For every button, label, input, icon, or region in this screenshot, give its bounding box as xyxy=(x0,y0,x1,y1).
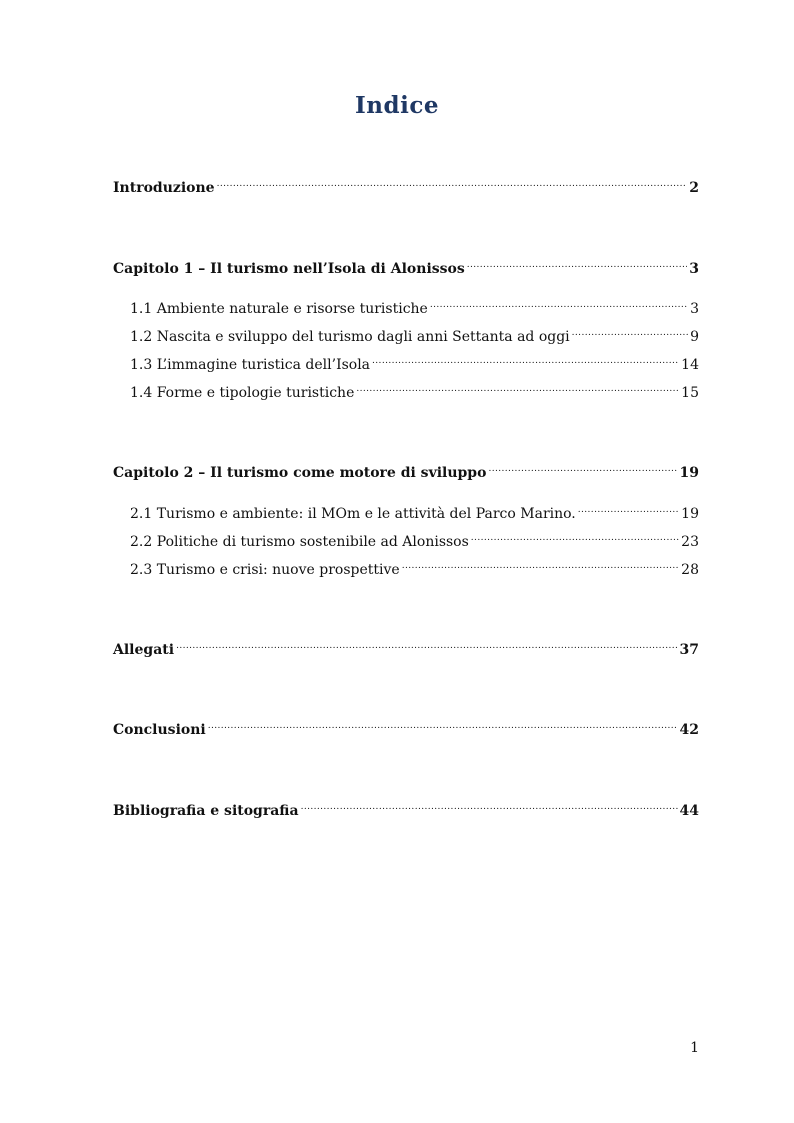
toc-page-number: 23 xyxy=(681,534,699,550)
toc-page-number: 37 xyxy=(679,642,699,658)
toc-page-number: 9 xyxy=(690,329,699,345)
toc-label: Introduzione xyxy=(113,180,215,196)
toc-page-number: 15 xyxy=(681,385,699,401)
dot-leader xyxy=(430,295,688,313)
toc-entry-conclusioni[interactable] xyxy=(113,716,699,739)
dot-leader xyxy=(356,379,679,397)
dot-leader xyxy=(402,556,679,574)
toc-entry-section-1-4[interactable] xyxy=(130,379,699,402)
dot-leader xyxy=(572,323,688,341)
toc-entry-section-1-3[interactable] xyxy=(130,351,699,374)
toc-page-number: 19 xyxy=(681,506,699,522)
toc-entry-section-1-1[interactable] xyxy=(130,295,699,318)
toc-entry-capitolo-2[interactable] xyxy=(113,459,699,482)
toc-label: Bibliografia e sitografia xyxy=(113,803,299,819)
toc-page-number: 42 xyxy=(679,722,699,738)
page-number: 1 xyxy=(690,1040,699,1056)
dot-leader xyxy=(471,528,679,546)
toc-label: 1.1 Ambiente naturale e risorse turistiche xyxy=(130,301,428,317)
toc-label: 1.4 Forme e tipologie turistiche xyxy=(130,385,355,401)
toc-page-number: 44 xyxy=(679,803,699,819)
toc-label: Conclusioni xyxy=(113,722,206,738)
toc-entry-bibliografia[interactable] xyxy=(113,797,699,820)
toc-entry-capitolo-1[interactable] xyxy=(113,255,699,278)
dot-leader xyxy=(301,797,678,815)
toc-label: 2.3 Turismo e crisi: nuove prospettive xyxy=(130,562,400,578)
toc-page-number: 28 xyxy=(681,562,699,578)
dot-leader xyxy=(217,174,688,192)
toc-entry-section-2-3[interactable] xyxy=(130,556,699,579)
toc-label: 1.2 Nascita e sviluppo del turismo dagli anni Settanta ad oggi xyxy=(130,329,570,345)
toc-label: 2.2 Politiche di turismo sostenibile ad Alonissos xyxy=(130,534,469,550)
toc-label: Capitolo 2 – Il turismo come motore di sviluppo xyxy=(113,465,487,481)
toc-page-number: 2 xyxy=(689,180,699,196)
dot-leader xyxy=(176,636,677,654)
toc-entry-section-2-1[interactable] xyxy=(130,500,699,523)
toc-entry-introduzione[interactable] xyxy=(113,174,699,197)
toc-page-number: 3 xyxy=(689,261,699,277)
dot-leader xyxy=(208,716,678,734)
toc-entry-allegati[interactable] xyxy=(113,636,699,659)
toc-page-number: 19 xyxy=(679,465,699,481)
toc-label: Capitolo 1 – Il turismo nell’Isola di Alonissos xyxy=(113,261,465,277)
page-title: Indice xyxy=(355,92,439,119)
dot-leader xyxy=(467,255,688,273)
dot-leader xyxy=(578,500,679,518)
dot-leader xyxy=(372,351,679,369)
toc-entry-section-1-2[interactable] xyxy=(130,323,699,346)
toc-page-number: 3 xyxy=(690,301,699,317)
toc-page-number: 14 xyxy=(681,357,699,373)
toc-label: 2.1 Turismo e ambiente: il MOm e le attività del Parco Marino. xyxy=(130,506,576,522)
toc-label: 1.3 L’immagine turistica dell’Isola xyxy=(130,357,371,373)
dot-leader xyxy=(488,459,677,477)
toc-entry-section-2-2[interactable] xyxy=(130,528,699,551)
toc-label: Allegati xyxy=(113,642,175,658)
